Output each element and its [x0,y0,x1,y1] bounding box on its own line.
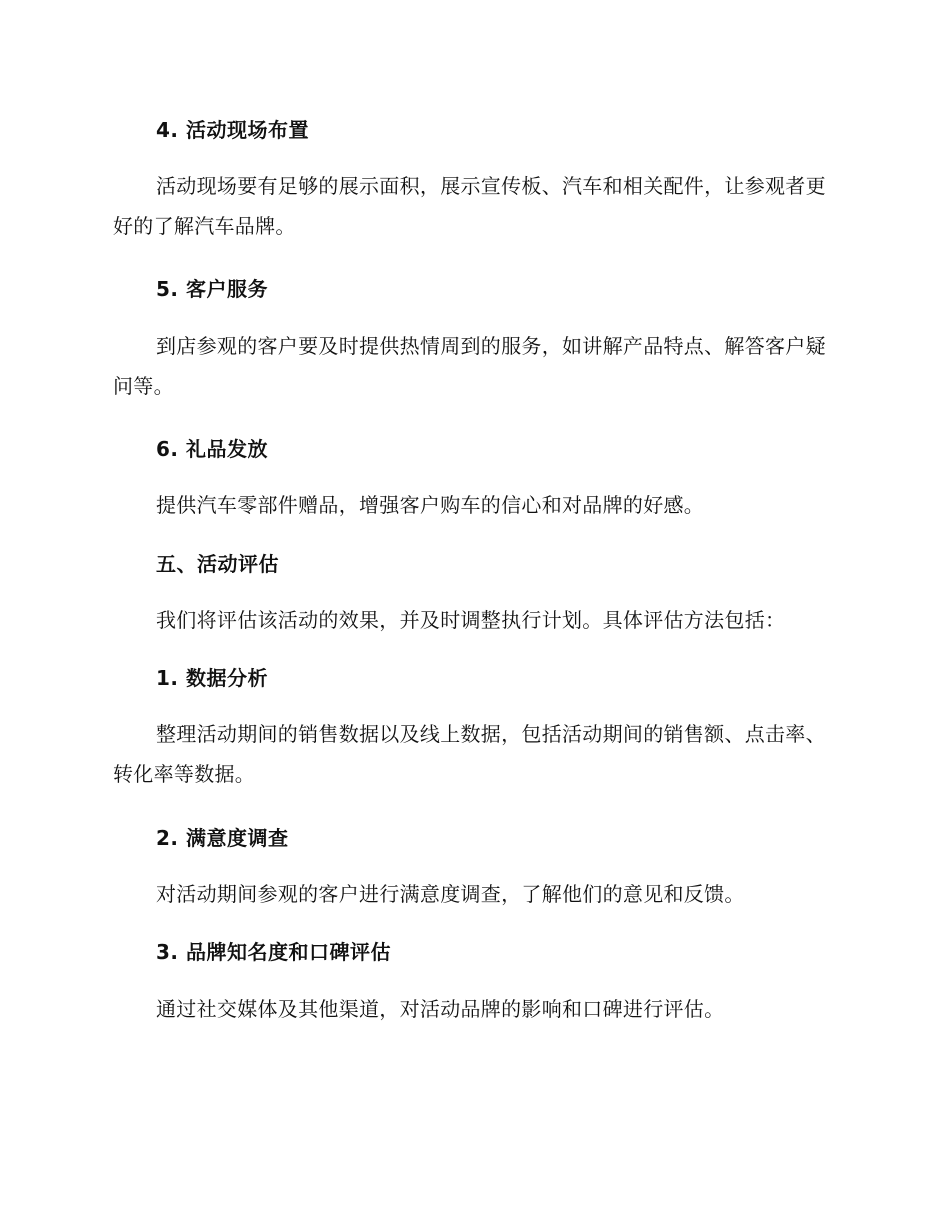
heading-customer-service: 5. 客户服务 [156,277,268,301]
paragraph-activity-evaluation: 我们将评估该活动的效果，并及时调整执行计划。具体评估方法包括： [156,608,786,632]
paragraph-brand-awareness-evaluation: 通过社交媒体及其他渠道，对活动品牌的影响和口碑进行评估。 [156,997,725,1021]
paragraph-gift-distribution: 提供汽车零部件赠品，增强客户购车的信心和对品牌的好感。 [156,493,705,517]
heading-satisfaction-survey: 2. 满意度调查 [156,826,289,850]
paragraph-data-analysis: 整理活动期间的销售数据以及线上数据，包括活动期间的销售额、点击率、转化率等数据。 [113,722,826,786]
heading-activity-site-setup: 4. 活动现场布置 [156,118,309,142]
heading-data-analysis: 1. 数据分析 [156,666,268,690]
heading-brand-awareness-evaluation: 3. 品牌知名度和口碑评估 [156,940,391,964]
paragraph-customer-service: 到店参观的客户要及时提供热情周到的服务，如讲解产品特点、解答客户疑问等。 [113,334,826,398]
heading-gift-distribution: 6. 礼品发放 [156,437,268,461]
paragraph-satisfaction-survey: 对活动期间参观的客户进行满意度调查，了解他们的意见和反馈。 [156,882,745,906]
paragraph-activity-site-setup: 活动现场要有足够的展示面积，展示宣传板、汽车和相关配件，让参观者更好的了解汽车品牌。 [113,174,826,238]
heading-activity-evaluation: 五、活动评估 [156,552,279,576]
